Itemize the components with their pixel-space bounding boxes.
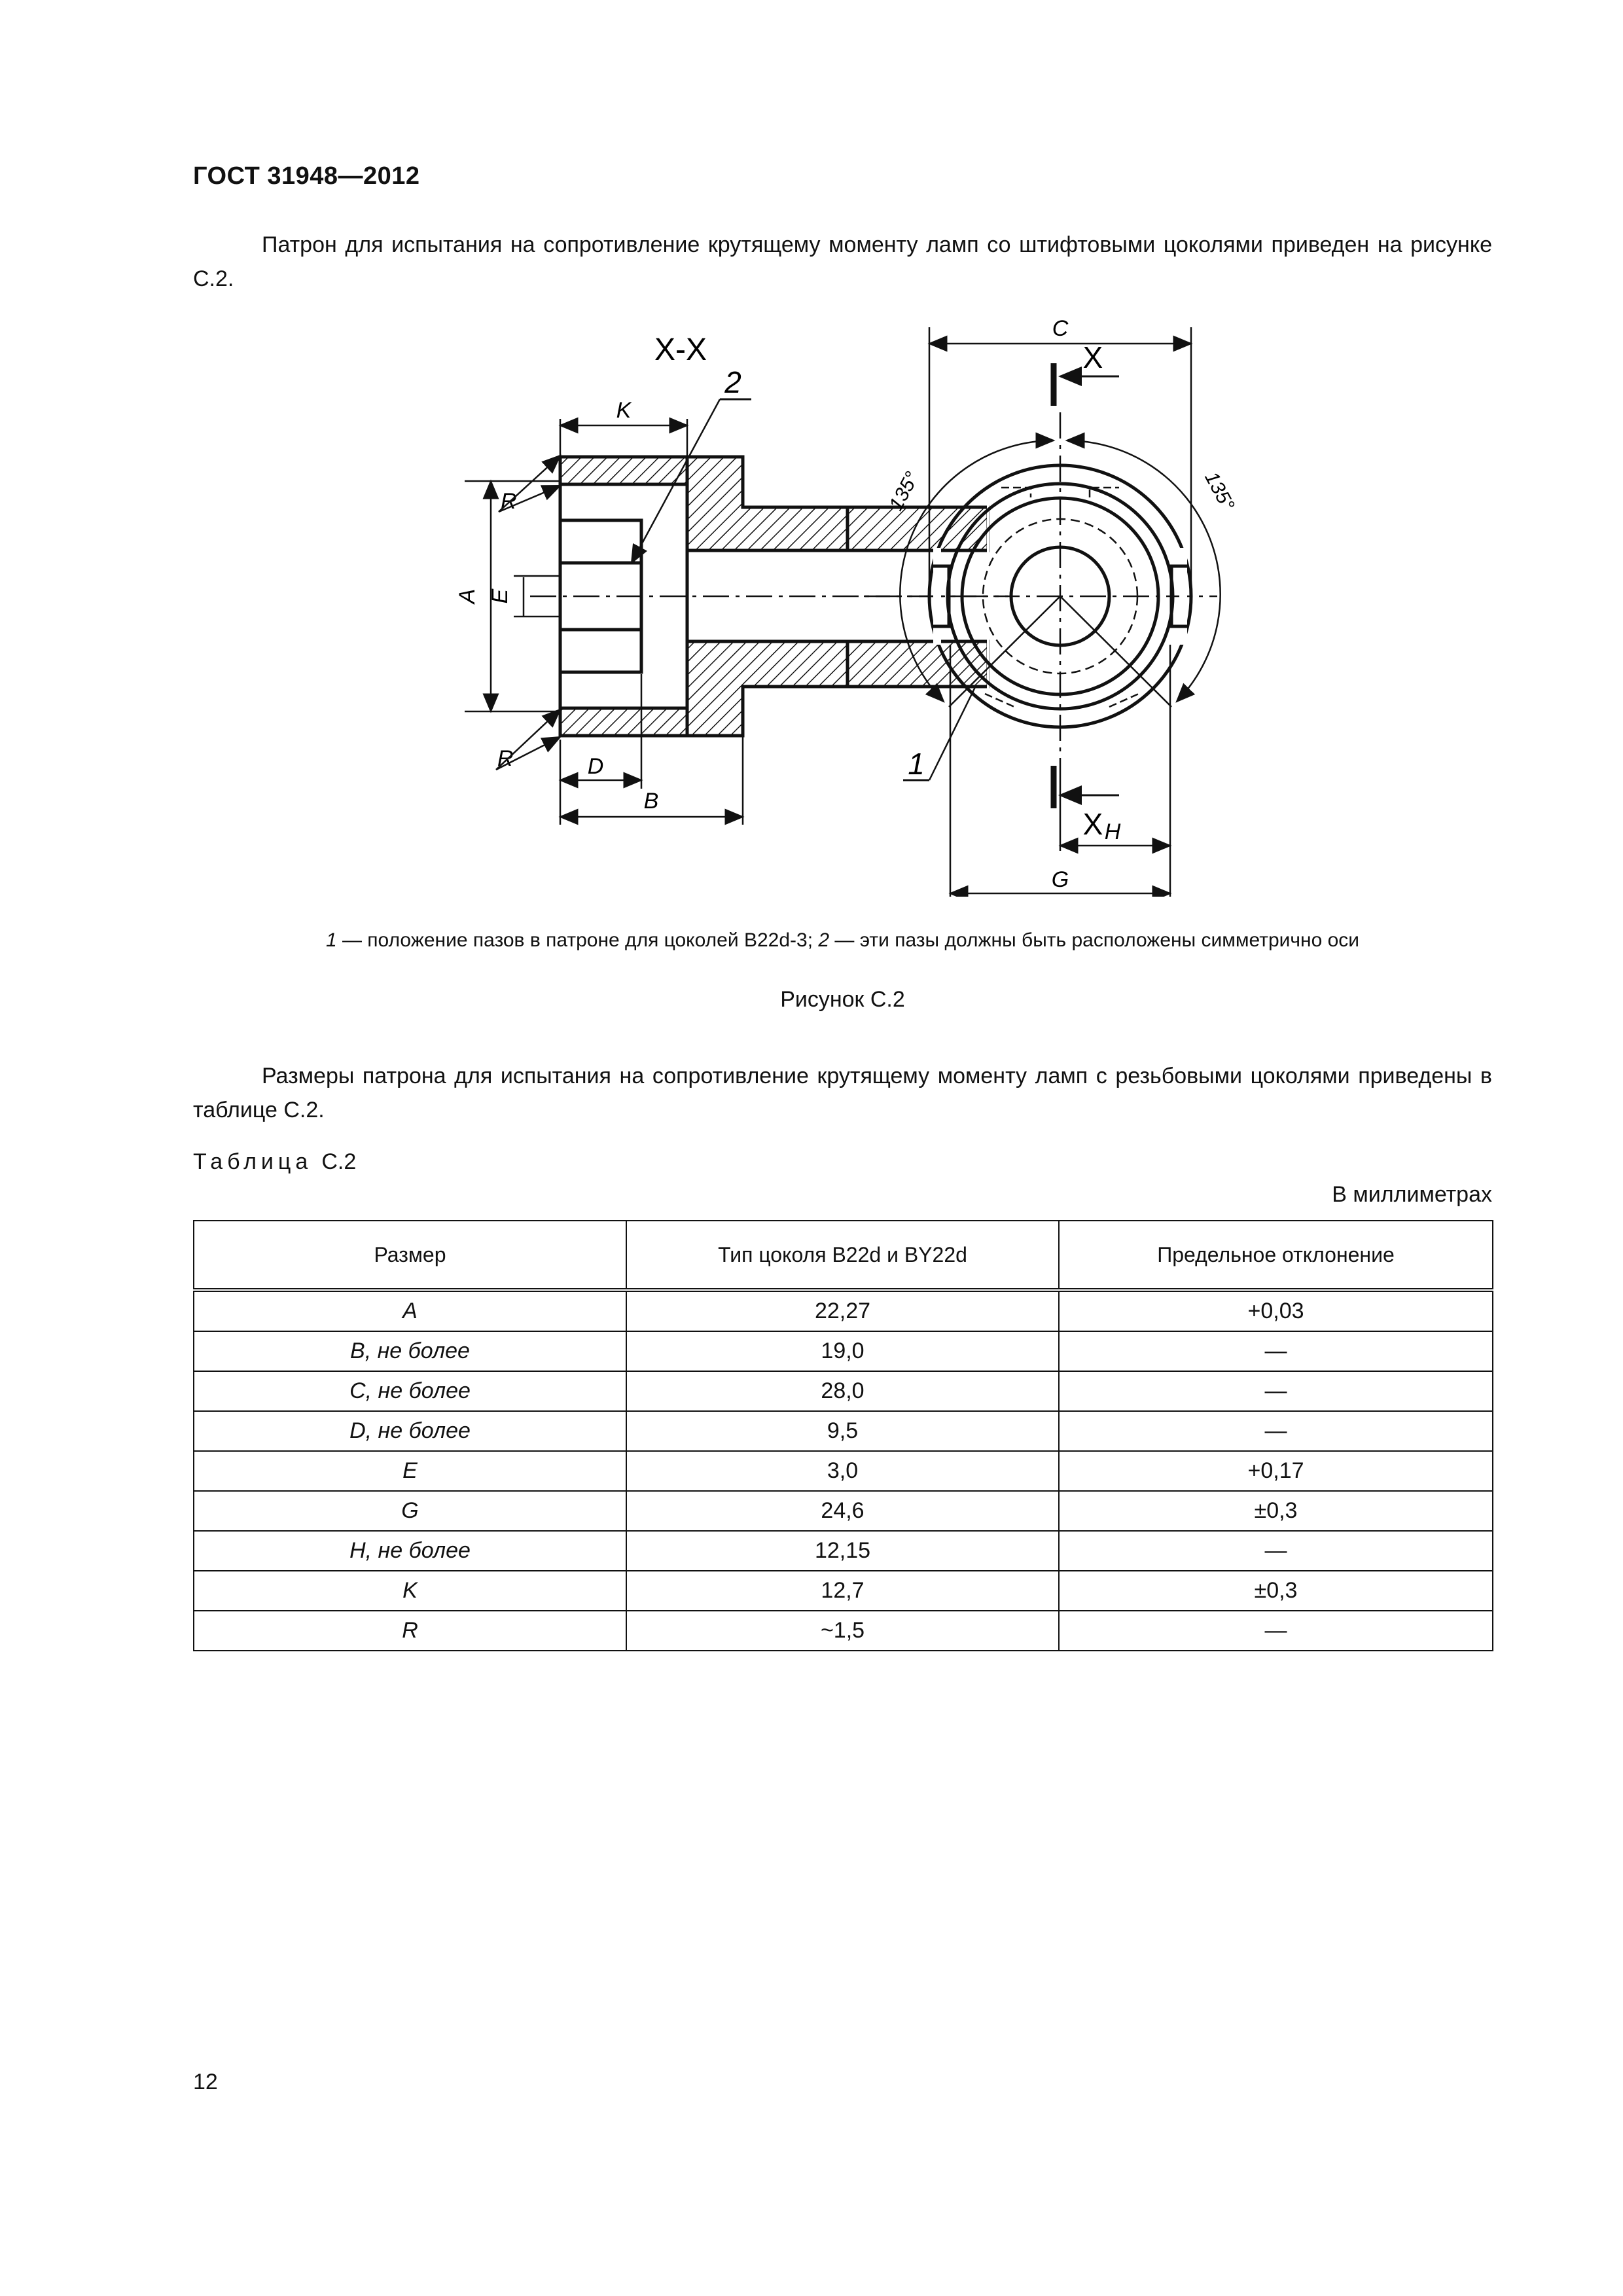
section-label: X-X [654,332,707,367]
column-header: Размер [194,1221,626,1290]
lamp-holder-drawing [445,308,1270,897]
table-units: В миллиметрах [1332,1182,1492,1207]
dim-G-label: G [1051,867,1069,892]
table-cell: 19,0 [626,1331,1059,1371]
dim-H-label: H [1104,819,1121,844]
angle-label-right: 135° [1200,468,1239,514]
legend-1-text: — положение пазов в патроне для цоколей В22d-3; [336,929,819,951]
table-cell: — [1059,1611,1493,1651]
table-cell: E [194,1451,626,1491]
table-cell: B, не более [194,1331,626,1371]
column-header: Предельное отклонение [1059,1221,1493,1290]
dimensions-table [193,1220,1493,1651]
table-row [194,1491,1493,1531]
figure-caption: Рисунок С.2 [780,987,905,1012]
table-row [194,1331,1493,1371]
dim-K-label: K [616,398,632,423]
table-row [194,1571,1493,1611]
legend-1-number: 1 [325,929,337,951]
table-cell: — [1059,1531,1493,1571]
table-row [194,1451,1493,1491]
dim-D-label: D [587,754,604,779]
cut-label-bottom: X [1082,807,1103,841]
column-header: Тип цоколя В22d и BY22d [626,1221,1059,1290]
page-number: 12 [193,2070,218,2094]
dim-B-label: B [643,789,659,814]
table-cell: 22,27 [626,1290,1059,1331]
dim-C-label: C [1052,316,1069,341]
table-cell: — [1059,1331,1493,1371]
table-row [194,1611,1493,1651]
intro-paragraph: Патрон для испытания на сопротивление крутящему моменту ламп со штифтовыми цоколями приведен на рисунке С.2. [193,232,1492,291]
table-cell: R [194,1611,626,1651]
table-cell: 24,6 [626,1491,1059,1531]
table-label: Таблица [193,1149,313,1174]
table-caption [193,1149,356,1175]
table-intro-paragraph: Размеры патрона для испытания на сопротивление крутящему моменту ламп с резьбовыми цоколями приведены в таблице С.2. [193,1064,1492,1122]
figure-legend [193,929,1492,952]
table-cell: H, не более [194,1531,626,1571]
table-cell: ±0,3 [1059,1491,1493,1531]
table-cell: — [1059,1411,1493,1451]
table-row [194,1290,1493,1331]
table-cell: 9,5 [626,1411,1059,1451]
document-header: ГОСТ 31948—2012 [193,162,420,190]
table-number: С.2 [321,1149,357,1174]
table-cell: ~1,5 [626,1611,1059,1651]
table-cell: 28,0 [626,1371,1059,1411]
table-cell: G [194,1491,626,1531]
legend-2-text: — эти пазы должны быть расположены симметрично оси [829,929,1360,951]
table-cell: D, не более [194,1411,626,1451]
callout-1: 1 [908,747,925,781]
table-cell: ±0,3 [1059,1571,1493,1611]
table-header-row [194,1221,1493,1290]
table-cell: C, не более [194,1371,626,1411]
table-cell: — [1059,1371,1493,1411]
table-cell: 3,0 [626,1451,1059,1491]
table-row [194,1531,1493,1571]
table-cell: K [194,1571,626,1611]
table-cell: +0,03 [1059,1290,1493,1331]
cut-label-top: X [1082,340,1103,374]
dim-A-label: A [455,588,480,604]
table-cell: A [194,1290,626,1331]
table-cell: 12,15 [626,1531,1059,1571]
angle-label-left: 135° [885,468,923,514]
legend-2-number: 2 [818,929,830,951]
radius-label-top: R [501,489,517,514]
radius-label-bottom: R [497,746,514,771]
table-row [194,1371,1493,1411]
dim-E-label: E [488,588,512,604]
table-cell: 12,7 [626,1571,1059,1611]
callout-2: 2 [724,365,741,399]
table-cell: +0,17 [1059,1451,1493,1491]
table-row [194,1411,1493,1451]
